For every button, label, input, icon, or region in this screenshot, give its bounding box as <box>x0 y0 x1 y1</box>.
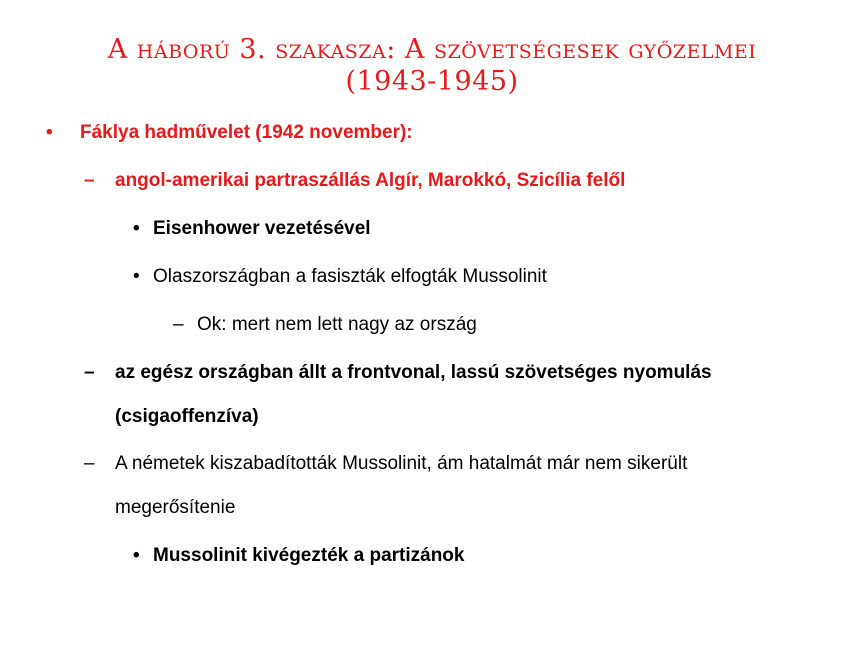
bullet-marker: • <box>133 545 140 566</box>
bullet-marker: • <box>46 122 53 143</box>
subitem-text: angol-amerikai partraszállás Algír, Marokkó, Szicília felől <box>115 170 626 191</box>
subsubitem-text: Olaszországban a fasiszták elfogták Mussolinit <box>153 266 547 287</box>
subitem-text: (csigaoffenzíva) <box>115 406 259 427</box>
slide-title-line-2: (1943-1945) <box>345 66 519 97</box>
slide-title <box>40 34 824 98</box>
dash-marker: – <box>84 170 95 191</box>
slide-title-line-1: A háború 3. szakasza: A szövetségesek győzelmei <box>107 34 757 65</box>
subitem-text: az egész országban állt a frontvonal, lassú szövetséges nyomulás <box>115 362 712 383</box>
bullet-marker: • <box>133 266 140 287</box>
dash-marker: – <box>173 314 184 335</box>
subsubitem-text: Mussolinit kivégezték a partizánok <box>153 545 465 566</box>
subitem-text: A németek kiszabadították Mussolinit, ám hatalmát már nem sikerült <box>115 453 688 474</box>
level4-text: Ok: mert nem lett nagy az ország <box>197 314 477 335</box>
subsubitem-text: Eisenhower vezetésével <box>153 218 371 239</box>
subitem-text: megerősítenie <box>115 497 236 518</box>
bullet-text: Fáklya hadművelet (1942 november): <box>80 122 413 143</box>
bullet-marker: • <box>133 218 140 239</box>
dash-marker: – <box>84 453 95 474</box>
dash-marker: – <box>84 362 95 383</box>
